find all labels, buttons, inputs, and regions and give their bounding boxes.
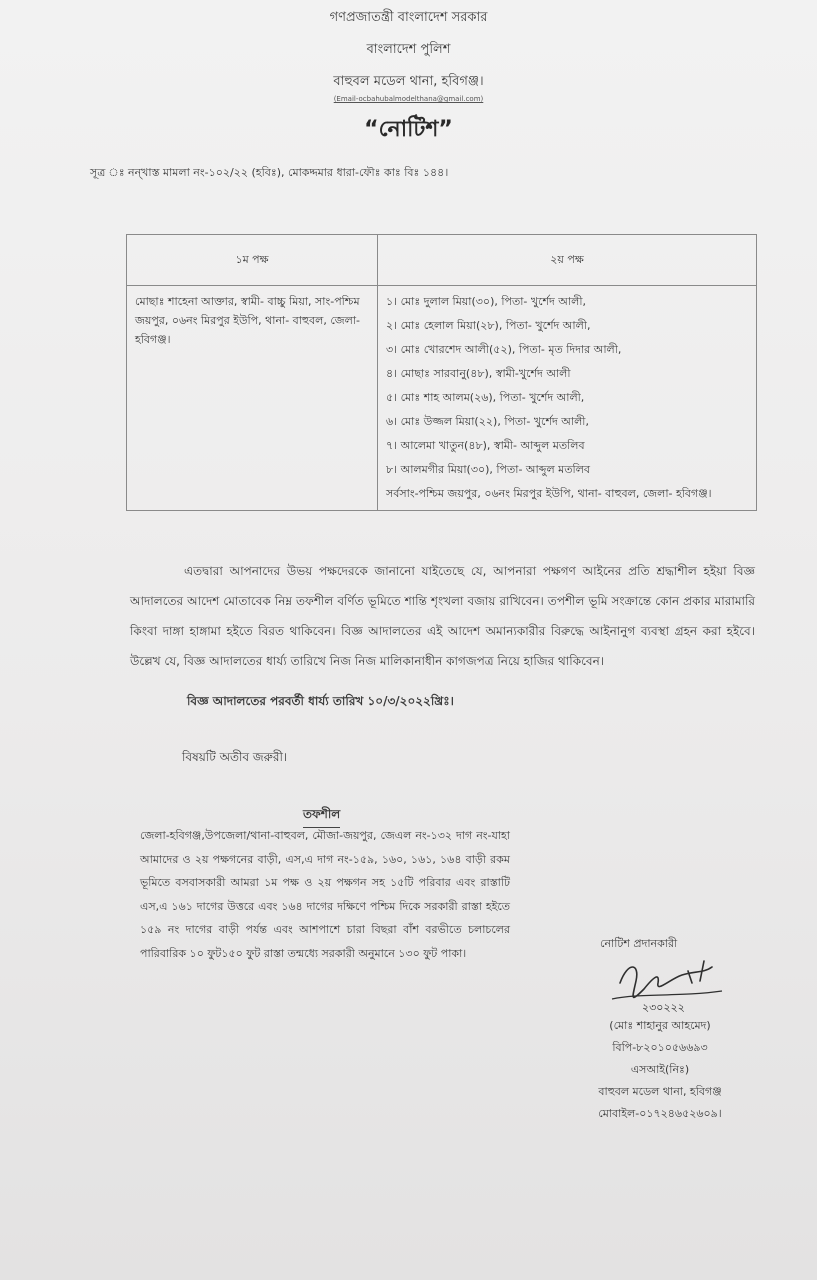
govt-line: গণপ্রজাতন্ত্রী বাংলাদেশ সরকার [329, 10, 488, 25]
notice-body: এতদ্বারা আপনাদের উভয় পক্ষদেরকে জানানো যাইতেছে যে, আপনারা পক্ষগণ আইনের প্রতি শ্রদ্ধাশীল হইয়া বিজ্ঞ আদালতের আদেশ মোতাবেক নিম্ন তফশীল বর্ণিত ভূমিতে শান্তি শৃংখলা বজায় রাখিবেন। তপশীল ভূমি সংক্রান্তে কোন প্রকার মারামারি কিংবা দাঙ্গা হাঙ্গামা হইতে বিরত থাকিবেন। বিজ্ঞ আদালতের এই আদেশ অমান্যকারীর বিরুদ্ধে আইনানুগ ব্যবস্থা গ্রহন করা হইবে। উল্লেখ যে, বিজ্ঞ আদালতের ধার্য্য তারিখে নিজ নিজ মালিকানাধীন কাগজপত্র নিয়ে হাজির থাকিবেন। [130, 564, 755, 668]
second-party-item: ১। মোঃ দুলাল মিয়া(৩০), পিতা- খুর্শেদ আলী, [386, 295, 586, 308]
police-line: বাংলাদেশ পুলিশ [366, 42, 451, 57]
case-reference: সূত্র ঃ নন্‌খাস্ত মামলা নং-১০২/২২ (হবিঃ), মোকদ্দমার ধারা-ফৌঃ কাঃ বিঃ ১৪৪। [90, 166, 449, 179]
signatory-line: এসআই(নিঃ) [630, 1063, 690, 1076]
schedule-text: জেলা-হবিগঞ্জ,উপজেলা/থানা-বাহুবল, মৌজা-জয়পুর, জেএল নং-১৩২ দাগ নং-যাহা আমাদের ও ২য় পক্ষগনের বাড়ী, এস,এ দাগ নং-১৫৯, ১৬০, ১৬১, ১৬৪ বাড়ী রকম ভূমিতে বসবাসকারী আমরা ১ম পক্ষ ও ২য় পক্ষগন সহ ১৫টি পরিবার এবং রাস্তাটি এস,এ ১৬১ দাগের উত্তরে এবং ১৬৪ দাগের দক্ষিণে পশ্চিম দিকে সরকারী রাস্তা হইতে ১৫৯ নং দাগের বাড়ী পর্যন্ত এবং আশপাশে চারা বিছরা বাঁশ বরভীতে চলাচলের পারিবারিক ১০ ফুট১৫০ ফুট রাস্তা তন্মধ্যে সরকারী অনুমানে ১৩০ ফুট পাকা। [140, 829, 510, 960]
second-party-item: ৬। মোঃ উজ্জল মিয়া(২২), পিতা- খুর্শেদ আলী, [386, 415, 589, 428]
signatory-line: বিপি-৮২০১০৫৬৬৯৩ [612, 1041, 708, 1054]
station-email: (Email-ocbahubalmodelthana@gmail.com) [333, 95, 484, 103]
second-party-item: ৮। আলমগীর মিয়া(৩০), পিতা- আব্দুল মতলিব [386, 463, 591, 476]
first-party-header: ১ম পক্ষ [127, 235, 378, 286]
signatory-details [560, 1015, 760, 1125]
second-party-item: ৫। মোঃ শাহ আলম(২৬), পিতা- খুর্শেদ আলী, [386, 391, 585, 404]
signatory-line: (মোঃ শাহানুর আহমেদ) [609, 1019, 711, 1032]
second-party-item: ২। মোঃ হেলাল মিয়া(২৮), পিতা- খুর্শেদ আলী, [386, 319, 591, 332]
parties-table [126, 234, 757, 511]
second-party-header: ২য় পক্ষ [378, 235, 757, 286]
station-line: বাহুবল মডেল থানা, হবিগঞ্জ। [333, 74, 484, 89]
signatory-line: মোবাইল-০১৭২৪৬৫২৬০৯। [598, 1107, 722, 1120]
letterhead [0, 8, 817, 103]
signature-date: ২৩০২২২ [642, 1001, 685, 1014]
second-party-cell [378, 286, 757, 511]
urgent-note: বিষয়টি অতীব জরুরী। [182, 750, 288, 764]
signature-scribble-icon [600, 953, 730, 1015]
first-party-text: মোছাঃ শাহেনা আক্তার, স্বামী- বাচ্চু মিয়া, সাং-পশ্চিম জয়পুর, ০৬নং মিরপুর ইউপি, থানা- বাহুবল, জেলা- হবিগঞ্জ। [135, 295, 360, 346]
second-party-item: ৪। মোছাঃ সারবানু(৪৮), স্বামী-খুর্শেদ আলী [386, 367, 571, 380]
first-party-cell [127, 286, 378, 511]
second-party-list [378, 286, 756, 510]
schedule-heading: তফশীল [303, 806, 340, 828]
next-hearing-date: বিজ্ঞ আদালতের পরবর্তী ধার্য্য তারিখ ১০/৩/২০২২খ্রিঃ। [187, 694, 454, 708]
handwritten-signature [600, 953, 730, 1019]
second-party-item: ৭। আলেমা খাতুন(৪৮), স্বামী- আব্দুল মতলিব [386, 439, 585, 452]
notice-title: “নোটিশ” [364, 117, 453, 142]
signatory-line: বাহুবল মডেল থানা, হবিগঞ্জ [598, 1085, 722, 1098]
second-party-item: সর্বসাং-পশ্চিম জয়পুর, ০৬নং মিরপুর ইউপি, থানা- বাহুবল, জেলা- হবিগঞ্জ। [386, 487, 712, 500]
second-party-item: ৩। মোঃ খোরশেদ আলী(৫২), পিতা- মৃত দিদার আলী, [386, 343, 622, 356]
signatory-heading: নোটিশ প্রদানকারী [600, 937, 678, 950]
